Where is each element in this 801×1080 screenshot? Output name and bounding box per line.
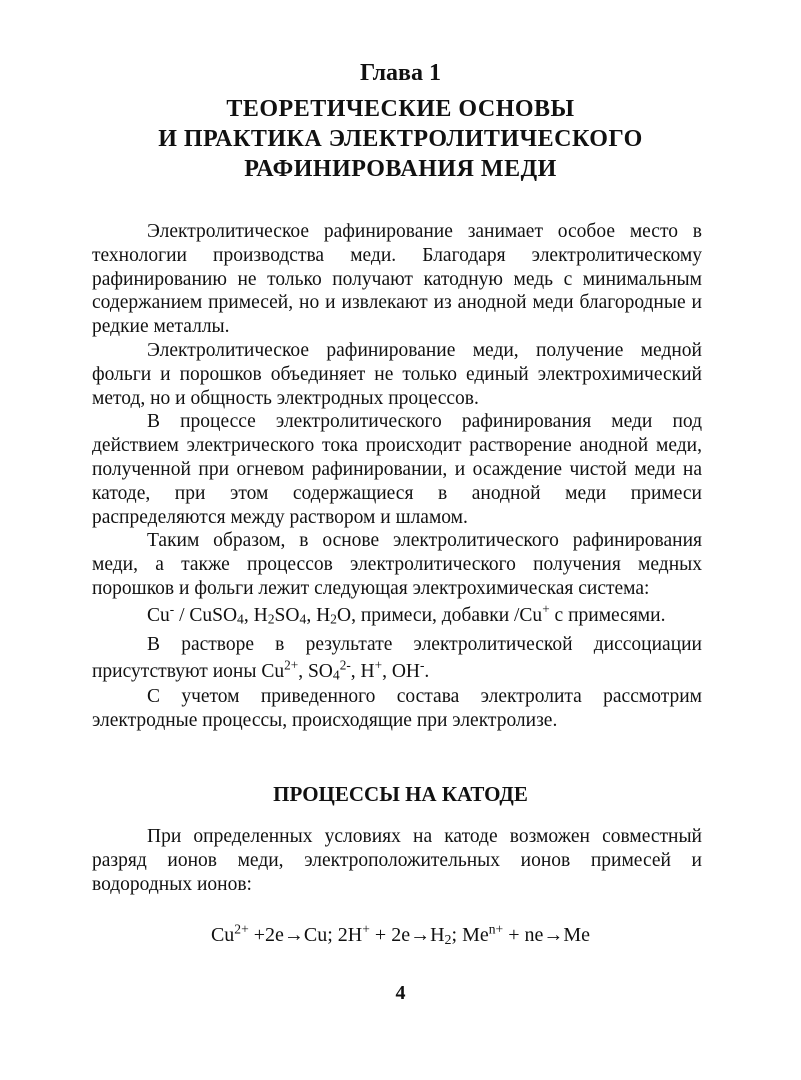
- formula-part: SO: [274, 604, 300, 626]
- paragraph: Электролитическое рафинирование меди, получение медной фольги и порошков объединяет не только единый электрохимический метод, но и общность электродных процессов.: [92, 339, 702, 409]
- chapter-label: Глава 1: [360, 60, 441, 86]
- equation-part: ; Me: [451, 924, 489, 946]
- formula-part: , H: [306, 604, 331, 626]
- equation-charge: n+: [488, 921, 504, 937]
- formula-part: Cu: [147, 604, 170, 626]
- body-text: [92, 220, 702, 732]
- equation-part: + 2e→H: [369, 924, 445, 946]
- paragraph: С учетом приведенного состава электролита рассмотрим электродные процессы, происходящие при электролизе.: [92, 685, 702, 731]
- electrochemical-system-formula: [92, 601, 702, 631]
- paragraph: Таким образом, в основе электролитического рафинирования меди, а также процессов электролитического получения медных порошков и фольги лежит следующая электрохимическая система:: [92, 530, 702, 599]
- equation-part: +2e→Cu; 2H: [248, 924, 363, 946]
- section-title: ПРОЦЕССЫ НА КАТОДЕ: [273, 782, 528, 806]
- formula-subscript: 2: [267, 611, 275, 627]
- dissociation-text: В растворе в результате электролитической диссоциации присутствуют ионы: [92, 633, 702, 682]
- ion-subscript: 4: [332, 667, 340, 683]
- ion-so4: , SO: [298, 660, 333, 682]
- equation-part: + ne→Me: [503, 924, 591, 946]
- formula-part: с примесями.: [549, 604, 666, 626]
- punctuation: .: [424, 660, 430, 682]
- formula-charge: -: [169, 601, 175, 617]
- equation-charge: 2+: [234, 921, 249, 937]
- ion-charge: +: [374, 657, 383, 673]
- equation-charge: +: [362, 921, 370, 937]
- ion-cu: Cu: [261, 660, 285, 682]
- ion-oh: , OH: [382, 660, 420, 682]
- ion-charge: -: [420, 657, 425, 673]
- paragraph: Электролитическое рафинирование занимает особое место в технологии производства меди. Благодаря электролитическому рафинированию не только получают катодную медь с минимальным содержанием примесей, но и извлекают из анодной меди благородные и редкие металлы.: [92, 221, 702, 338]
- paragraph: В процессе электролитического рафинирования меди под действием электрического тока происходит растворение анодной меди, полученной при огневом рафинировании, и осаждение чистой меди на катоде, при этом содержащиеся в анодной меди примеси распределяются между раствором и шламом.: [92, 411, 702, 528]
- ion-charge: 2+: [284, 657, 299, 673]
- formula-subscript: 4: [237, 611, 244, 627]
- equation-subscript: 2: [444, 932, 452, 948]
- formula-part: O, примеси, добавки /Cu: [336, 604, 543, 626]
- page-number: 4: [395, 982, 406, 1004]
- formula-part: , H: [243, 604, 268, 626]
- formula-part: / CuSO: [174, 604, 238, 626]
- body-text-cathode: [92, 825, 702, 896]
- chapter-title-line: ТЕОРЕТИЧЕСКИЕ ОСНОВЫ: [226, 96, 575, 122]
- chapter-title-line: И ПРАКТИКА ЭЛЕКТРОЛИТИЧЕСКОГО: [158, 126, 643, 152]
- formula-subscript: 4: [299, 611, 307, 627]
- chapter-title: [0, 94, 801, 184]
- formula-subscript: 2: [330, 611, 337, 627]
- ion-charge: 2-: [339, 657, 351, 673]
- equation-part: Cu: [210, 924, 235, 946]
- ion-h: , H: [350, 660, 375, 682]
- cathode-equation: [0, 920, 801, 950]
- formula-charge: +: [542, 601, 550, 617]
- paragraph: При определенных условиях на катоде возможен совместный разряд ионов меди, электроположительных ионов примесей и водородных ионов:: [92, 826, 702, 895]
- chapter-title-line: РАФИНИРОВАНИЯ МЕДИ: [244, 156, 557, 182]
- dissociation-paragraph: [92, 631, 702, 685]
